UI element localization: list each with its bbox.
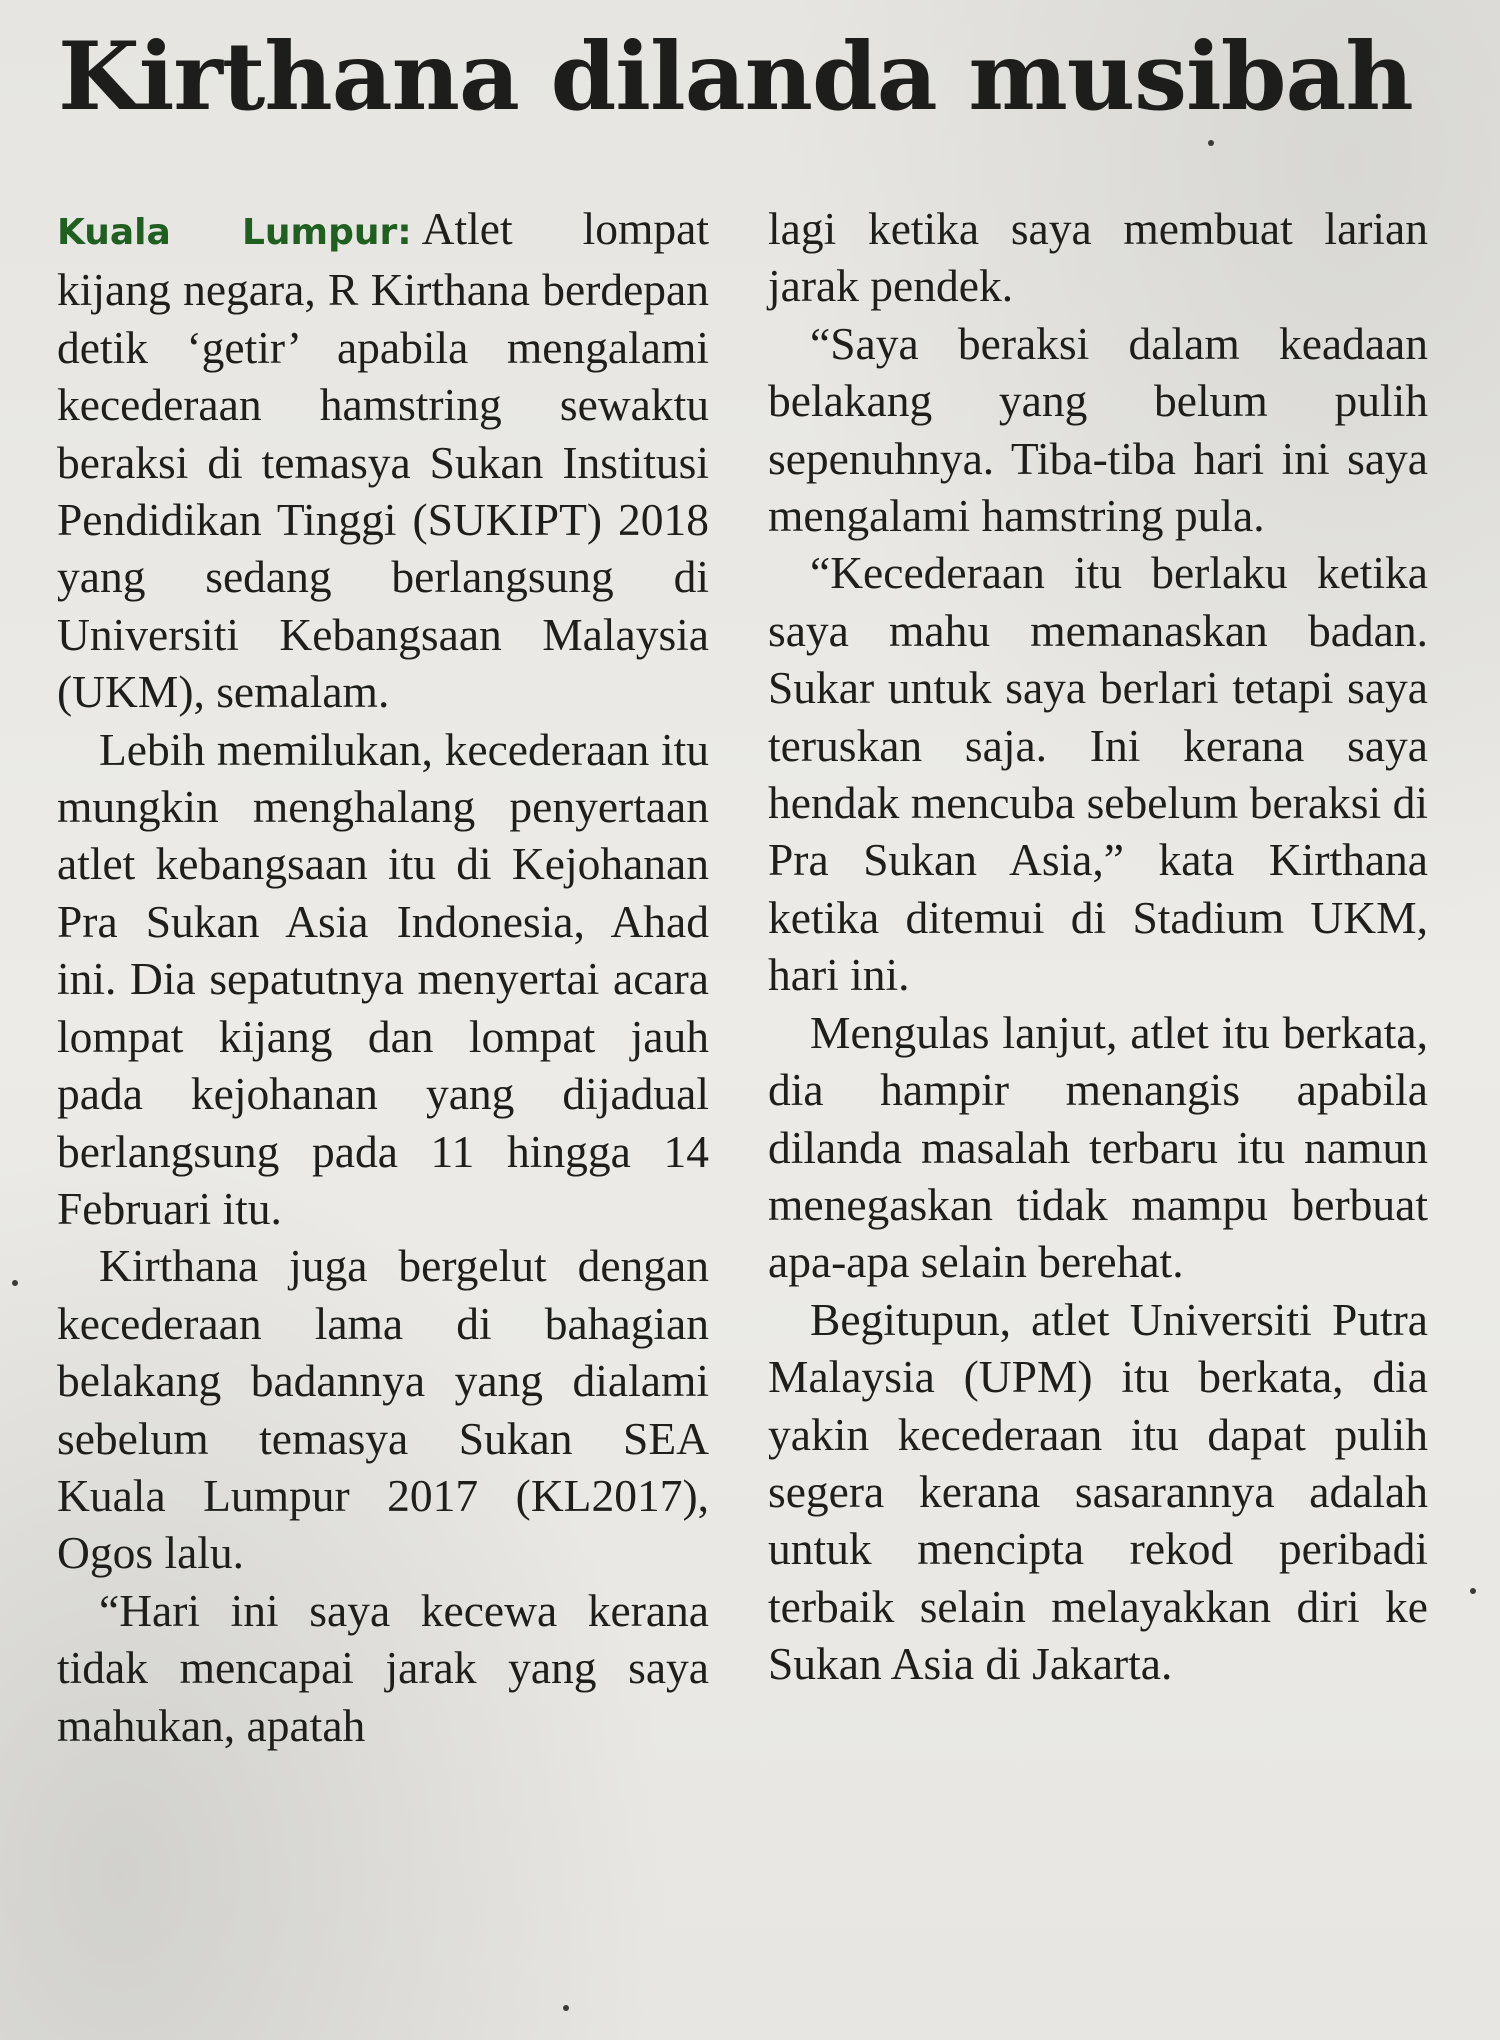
print-speck xyxy=(12,1280,18,1286)
dateline: Kuala Lumpur: xyxy=(57,212,412,253)
article-paragraph: Lebih memilukan, kecederaan itu mungkin menghalang penyertaan atlet kebangsaan itu di Kejohanan Pra Sukan Asia Indonesia, Ahad ini. Dia sepatutnya menyertai acara lompat kijang dan lompat jauh pada kejohanan yang dijadual berlangsung pada 11 hingga 14 Februari itu. xyxy=(57,723,709,1234)
print-speck xyxy=(1208,140,1214,146)
article-paragraph: Kirthana juga bergelut dengan kecederaan lama di bahagian belakang badannya yang dialami sebelum temasya Sukan SEA Kuala Lumpur 2017 (KL2017), Ogos lalu. xyxy=(57,1240,709,1579)
article-column-right xyxy=(768,200,1428,1693)
paragraph-text: Atlet lompat kijang negara, R Kirthana berdepan detik ‘getir’ apabila mengalami kecederaan hamstring sewaktu beraksi di temasya Sukan Institusi Pendidikan Tinggi (SUKIPT) 2018 yang sedang berlangsung di Universiti Kebangsaan Malaysia (UKM), semalam. xyxy=(57,203,709,718)
article-paragraph: “Hari ini saya kecewa kerana tidak mencapai jarak yang saya mahukan, apatah xyxy=(57,1584,709,1751)
article-paragraph xyxy=(57,200,709,721)
article-paragraph: “Saya beraksi dalam keadaan belakang yang belum pulih sepenuhnya. Tiba-tiba hari ini saya mengalami hamstring pula. xyxy=(768,317,1428,542)
article-paragraph: Mengulas lanjut, atlet itu berkata, dia hampir menangis apabila dilanda masalah terbaru itu namun menegaskan tidak mampu berbuat apa-apa selain berehat. xyxy=(768,1006,1428,1288)
article-paragraph: “Kecederaan itu berlaku ketika saya mahu memanaskan badan. Sukar untuk saya berlari tetapi saya teruskan saja. Ini kerana saya hendak mencuba sebelum beraksi di Pra Sukan Asia,” kata Kirthana ketika ditemui di Stadium UKM, hari ini. xyxy=(768,547,1428,1001)
headline: Kirthana dilanda musibah xyxy=(58,22,1413,132)
article-paragraph: lagi ketika saya membuat larian jarak pendek. xyxy=(768,203,1428,312)
print-speck xyxy=(1470,1588,1476,1594)
article-paragraph: Begitupun, atlet Universiti Putra Malaysia (UPM) itu berkata, dia yakin kecederaan itu dapat pulih segera kerana sasarannya adalah untuk mencipta rekod peribadi terbaik selain melayakkan diri ke Sukan Asia di Jakarta. xyxy=(768,1293,1428,1690)
print-speck xyxy=(563,2005,569,2011)
article-column-left xyxy=(57,200,709,1754)
